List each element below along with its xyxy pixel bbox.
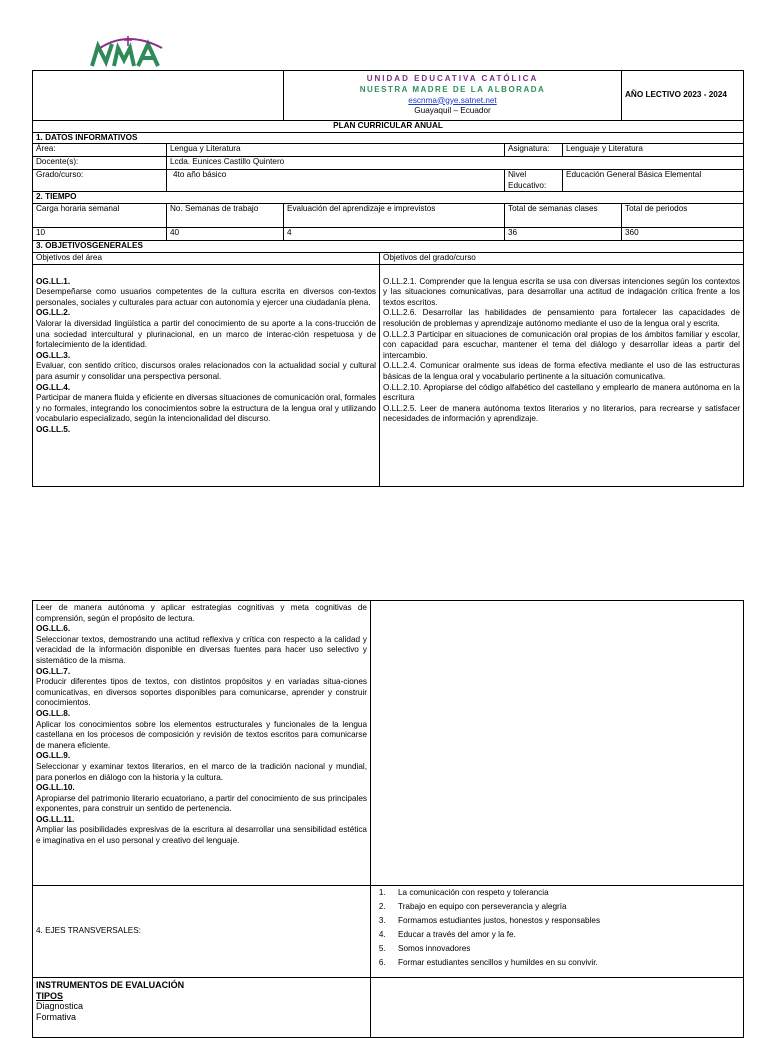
objective-text: Desempeñarse como usuarios competentes de la cultura escrita en diversos con-textos personales, sociales y culturales para actuar con autonomía y ejercer una ciudadanía plena.	[36, 287, 376, 307]
tiempo-header-total-semanas: Total de semanas clases	[505, 203, 622, 227]
objective-code: OG.LL.7.	[36, 666, 71, 676]
grado-objective: O.LL.2.6. Desarrollar las habilidades de pensamiento para fortalecer las capacidades de resolución de problemas y aprendizaje autónomo mediante el uso de la lengua oral y escrita.	[383, 308, 740, 328]
eje-item: 1. La comunicación con respeto y tolerancia	[388, 886, 740, 900]
ejes-list	[371, 886, 744, 978]
eje-item: 5. Somos innovadores	[388, 942, 740, 956]
tiempo-value-carga: 10	[33, 227, 167, 240]
objetivos-area-list-page2	[33, 601, 371, 886]
grado-label: Grado/curso:	[33, 170, 167, 192]
eje-item: 2. Trabajo en equipo con perseverancia y alegría	[388, 900, 740, 914]
objective-text: Participar de manera fluida y eficiente en diversas situaciones de comunicación oral, formales y no formales, integrando los conocimientos sobre la estructura de la lengua oral y utilizando vocabulario especializado, según la intencionalidad del discurso.	[36, 393, 376, 424]
objetivos-grado-empty-cell	[371, 601, 744, 886]
eje-item: 6. Formar estudiantes sencillos y humildes en su convivir.	[388, 956, 740, 970]
grado-objective: O.LL.2.10. Apropiarse del código alfabético del castellano y emplearlo de manera autónoma en la escritura	[383, 382, 740, 403]
ejes-label: 4. EJES TRANSVERSALES:	[33, 886, 371, 978]
tiempo-header-semanas: No. Semanas de trabajo	[167, 203, 284, 227]
objective-code: OG.LL.3.	[36, 350, 71, 360]
docente-label: Docente(s):	[33, 157, 167, 170]
tiempo-value-semanas: 40	[167, 227, 284, 240]
tiempo-value-periodos: 360	[622, 227, 744, 240]
objective-code: OG.LL.9.	[36, 751, 71, 761]
header-blank-cell	[33, 71, 284, 121]
objective-code: OG.LL.4.	[36, 382, 71, 392]
objetivos-area-header: Objetivos del área	[33, 252, 380, 264]
nivel-label: Nivel Educativo:	[505, 170, 563, 192]
instrumentos-title: INSTRUMENTOS DE EVALUACIÓN	[36, 980, 185, 990]
asignatura-value: Lenguaje y Literatura	[563, 144, 744, 157]
grado-objective: O.LL.2.3 Participar en situaciones de comunicación oral propias de los ámbitos familiar y escolar, con capacidad para escuchar, mantener el tema del diálogo y desarrollar ideas a partir del intercambio.	[383, 329, 740, 360]
objective-text: Seleccionar y examinar textos literarios, en el marco de la tradición nacional y mundial, para ponerlos en diálogo con la historia y la cultura.	[36, 761, 367, 782]
plan-title: PLAN CURRICULAR ANUAL	[33, 121, 744, 133]
school-header	[284, 71, 622, 121]
tipos-label: TIPOS	[36, 990, 64, 1001]
school-year: AÑO LECTIVO 2023 - 2024	[622, 71, 744, 121]
grado-objective: O.LL.2.1. Comprender que la lengua escrita se usa con diversas intenciones según los contextos y las situaciones comunicativas, para desarrollar una actitud de indagación crítica frente a los textos escritos.	[383, 276, 740, 307]
nivel-value: Educación General Básica Elemental	[563, 170, 744, 192]
school-name-line2: NUESTRA MADRE DE LA ALBORADA	[359, 84, 546, 94]
objective-text: Ampliar las posibilidades expresivas de la escritura al desarrollar una sensibilidad estética e imaginativa en el uso personal y creativo del lenguaje.	[36, 825, 367, 846]
objetivos-area-list-page1	[33, 264, 380, 486]
plan-table-page2	[32, 600, 744, 1038]
tipo-item: Diagnostica	[36, 1001, 84, 1012]
objective-code: OG.LL.11.	[36, 814, 75, 824]
instrumentos-cell	[33, 978, 371, 1038]
tipo-item: Formativa	[36, 1011, 77, 1022]
objective-code: OG.LL.10.	[36, 783, 75, 793]
objective-code: OG.LL.1.	[36, 276, 71, 286]
objective-text: Valorar la diversidad lingüística a partir del conocimiento de su aporte a la cons-trucción de una sociedad intercultural y plurinacional, en un marco de interac-ción respetuosa y de fortalecimiento de la identidad.	[36, 318, 376, 350]
objective-code: OG.LL.8.	[36, 708, 71, 718]
objective-text: Seleccionar textos, demostrando una actitud reflexiva y crítica con respecto a la calidad y veracidad de la información disponible en diversas fuentes para hacer uso selectivo y sistemático de la misma.	[36, 634, 367, 665]
school-city: Guayaquil – Ecuador	[414, 106, 491, 116]
section-objetivos: 3. OBJETIVOSGENERALES	[33, 240, 744, 252]
objetivos-grado-list	[380, 264, 744, 486]
docente-value: Lcda. Eunices Castillo Quintero	[167, 157, 744, 170]
eje-item: 4. Educar a través del amor y la fe.	[388, 928, 740, 942]
tiempo-header-periodos: Total de periodos	[622, 203, 744, 227]
section-datos-informativos: 1. DATOS INFORMATIVOS	[33, 132, 744, 144]
school-email-link[interactable]: escnma@gye.satnet.net	[408, 95, 497, 105]
asignatura-label: Asignatura:	[505, 144, 563, 157]
objective-text: Evaluar, con sentido crítico, discursos orales relacionados con la actualidad social y cultural para asumir y consolidar una perspectiva personal.	[36, 361, 376, 381]
section-tiempo: 2. TIEMPO	[33, 192, 744, 204]
grado-objective: O.LL.2.5. Leer de manera autónoma textos literarios y no literarios, para recrearse y satisfacer necesidades de información y aprendizaje.	[383, 403, 740, 424]
instrumentos-empty-cell	[371, 978, 744, 1038]
objetivos-grado-header: Objetivos del grado/curso	[380, 252, 744, 264]
objective-text: Leer de manera autónoma y aplicar estrategias cognitivas y meta cognitivas de comprensión, según el propósito de lectura.	[36, 603, 367, 623]
objective-text: Producir diferentes tipos de textos, con distintos propósitos y en variadas situa-ciones comunicativas, en diversos soportes disponibles para comunicarse, aprender y construir conocimientos.	[36, 677, 367, 708]
tiempo-header-evaluacion: Evaluación del aprendizaje e imprevistos	[284, 203, 505, 227]
eje-item: 3. Formamos estudiantes justos, honestos y responsables	[388, 914, 740, 928]
objective-code: OG.LL.5.	[36, 424, 71, 434]
area-label: Área:	[33, 144, 167, 157]
school-logo	[90, 36, 168, 70]
tiempo-header-carga: Carga horaria semanal	[33, 203, 167, 227]
area-value: Lengua y Literatura	[167, 144, 505, 157]
school-name-line1: UNIDAD EDUCATIVA CATÓLICA	[366, 74, 539, 84]
objective-code: OG.LL.2.	[36, 308, 71, 318]
grado-value: 4to año básico	[167, 170, 505, 192]
grado-objective: O.LL.2.4. Comunicar oralmente sus ideas de forma efectiva mediante el uso de las estructuras básicas de la lengua oral y vocabulario pertinente a la situación comunicativa.	[383, 361, 740, 381]
tiempo-value-evaluacion: 4	[284, 227, 505, 240]
objective-text: Apropiarse del patrimonio literario ecuatoriano, a partir del conocimiento de sus principales exponentes, para construir un sentido de pertenencia.	[36, 793, 367, 814]
plan-table-page1	[32, 70, 744, 487]
tiempo-value-total-semanas: 36	[505, 227, 622, 240]
objective-text: Aplicar los conocimientos sobre los elementos estructurales y funcionales de la lengua castellana en los procesos de composición y revisión de textos escritos para comunicarse de manera eficiente.	[36, 719, 367, 750]
objective-code: OG.LL.6.	[36, 624, 71, 634]
